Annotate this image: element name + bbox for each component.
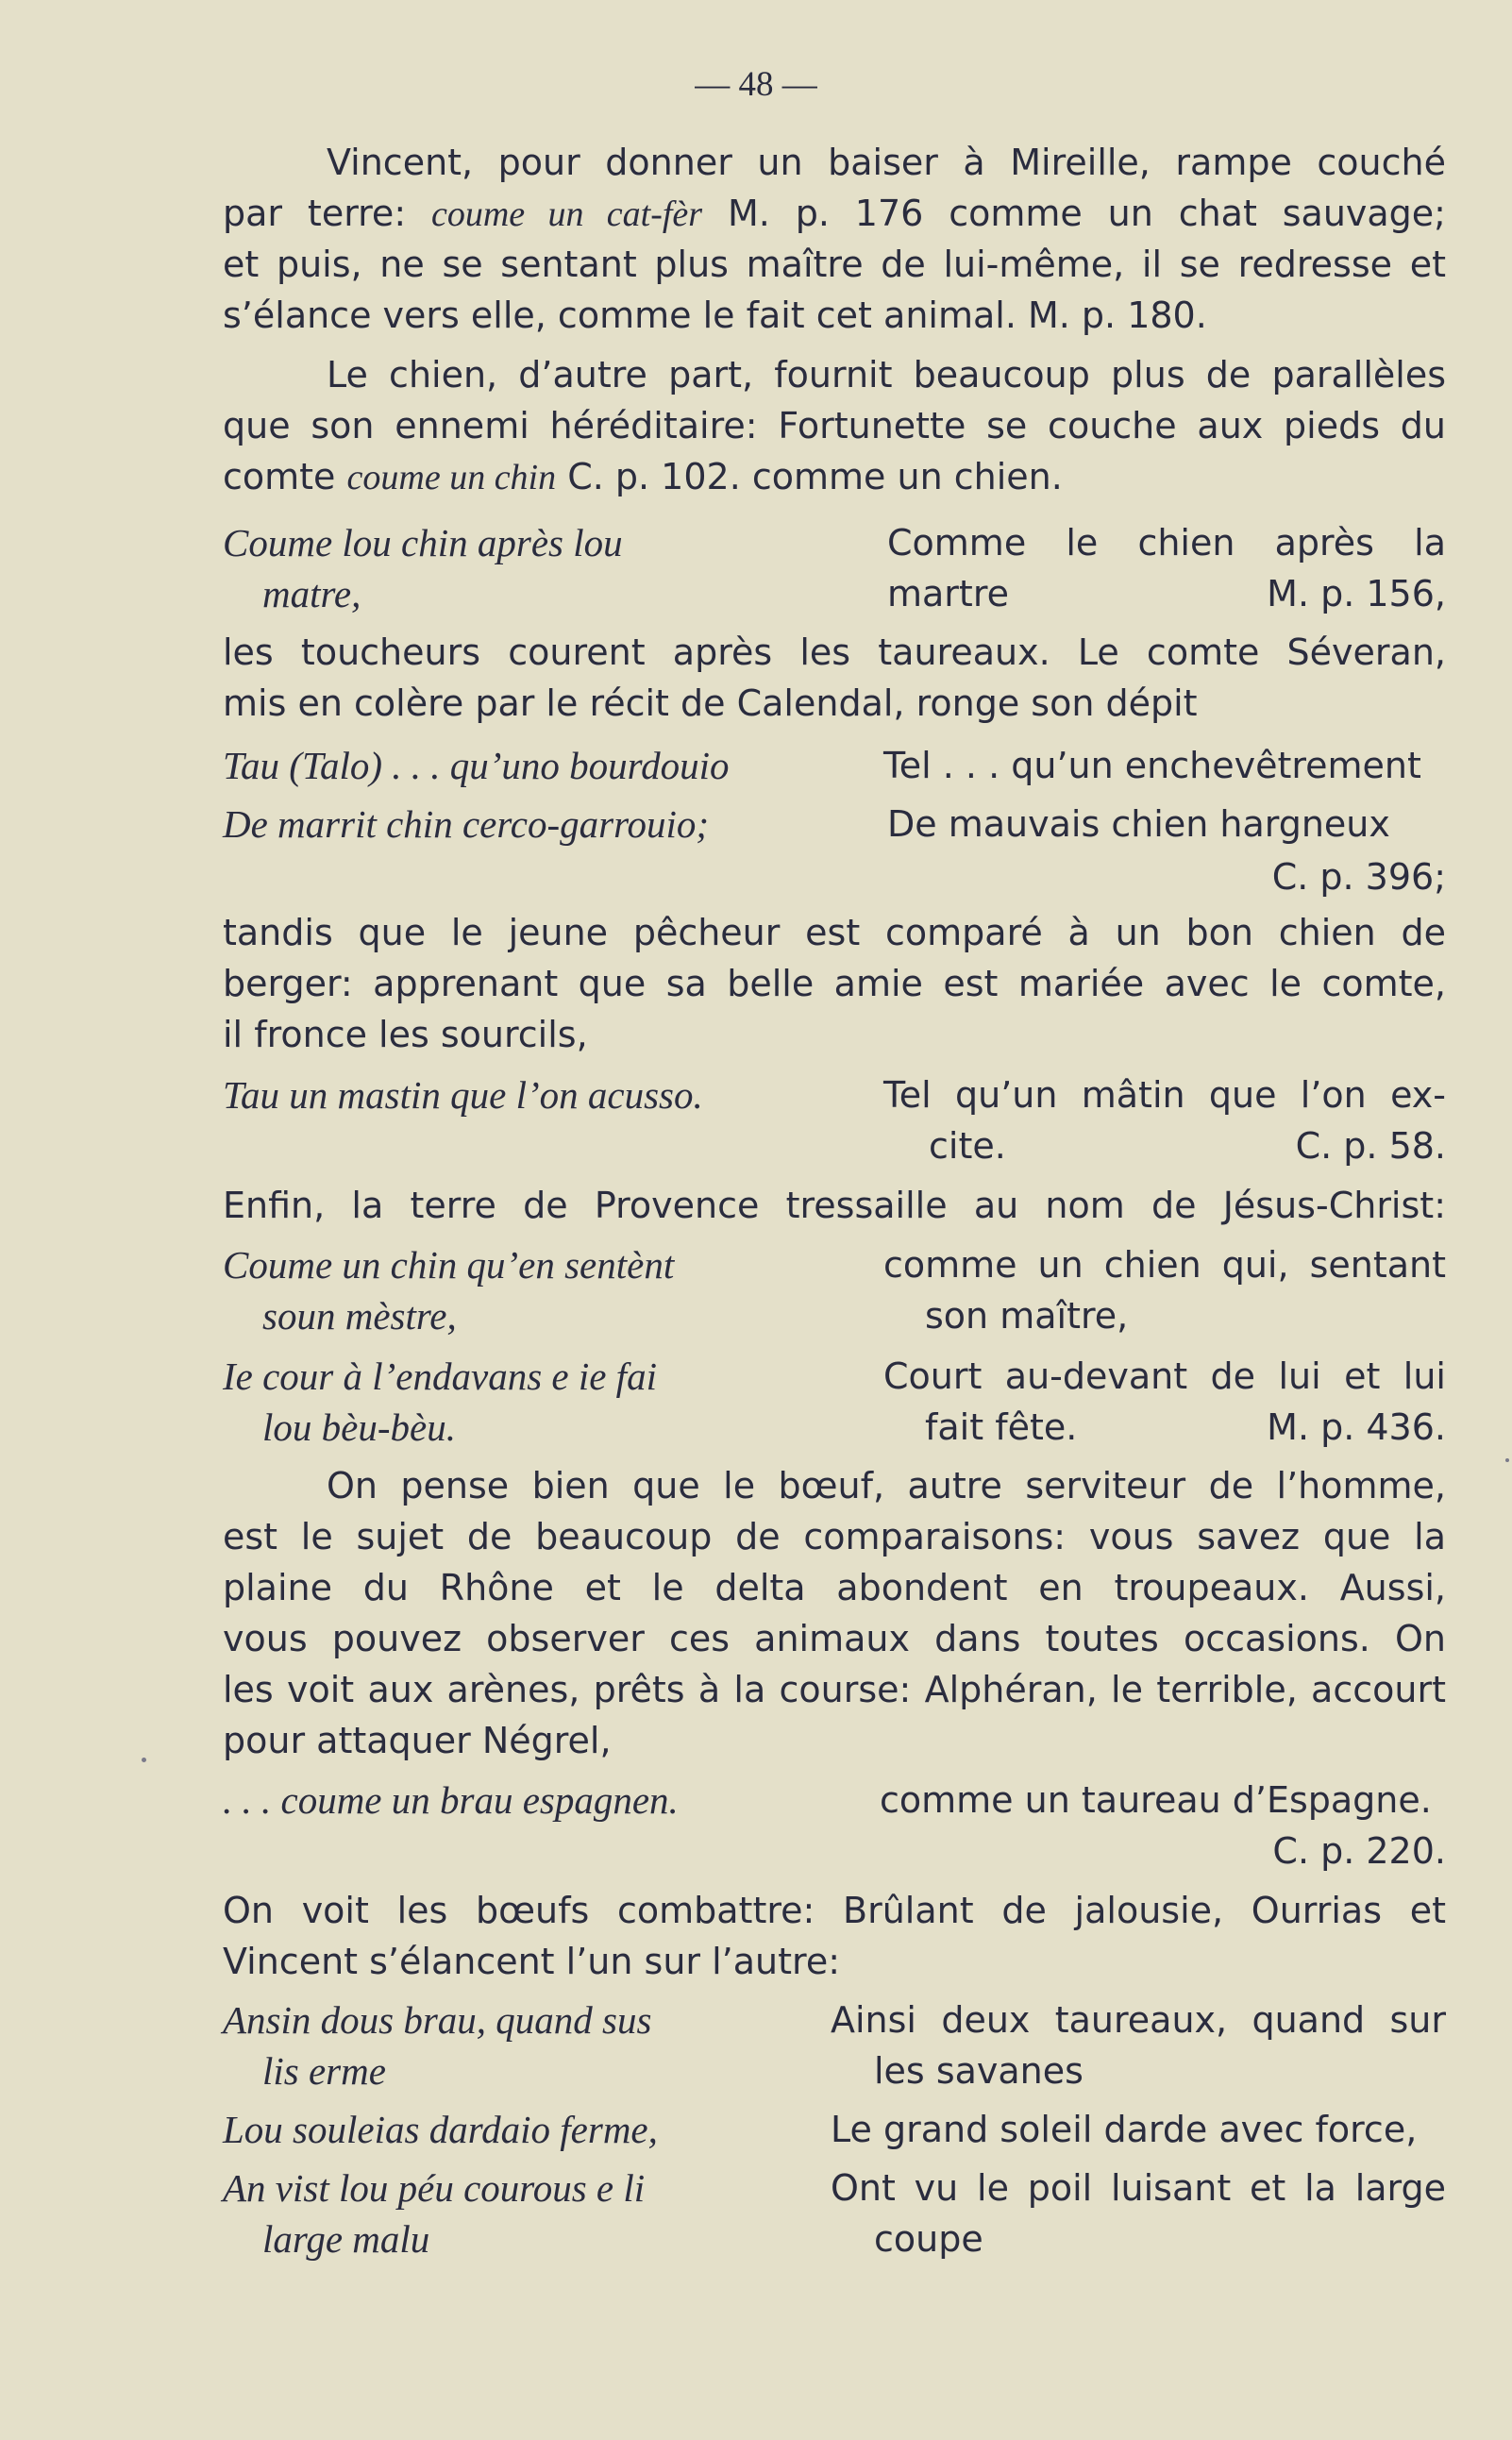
verse-provencal: lis erme (262, 2049, 386, 2093)
paper-speck (142, 1758, 146, 1762)
verse-french: Court au-devant de lui et lui (883, 1355, 1446, 1397)
paragraph-provence (223, 1180, 1446, 1231)
provencal-quote: coume un chin (346, 458, 557, 497)
verse-provencal: . . . coume un brau espagnen. (223, 1778, 679, 1822)
text-line: il fronce les sourcils, (223, 1014, 588, 1055)
text-line: comte coume un chin C. p. 102. comme un chien. (223, 456, 1063, 497)
verse-french: Comme le chien après la (887, 522, 1446, 564)
text-line: tandis que le jeune pêcheur est comparé à un bon chien de (223, 912, 1446, 953)
paragraph-toucheurs (223, 627, 1446, 729)
verse-french: Tel . . . qu’un enchevêtrement (883, 745, 1421, 786)
paragraph-boeuf (223, 1460, 1446, 1766)
text-line: Le chien, d’autre part, fournit beaucoup plus de parallèles (327, 354, 1446, 395)
verse-provencal: Ie cour à l’endavans e ie fai (223, 1355, 657, 1398)
text-line: berger: apprenant que sa belle amie est mariée avec le comte, (223, 963, 1446, 1004)
text-line: et puis, ne se sentant plus maître de lui-même, il se redresse et (223, 244, 1446, 285)
verse-french: son maître, (925, 1295, 1129, 1337)
text-line: plaine du Rhône et le delta abondent en troupeaux. Aussi, (223, 1567, 1446, 1608)
verse-french: cite. (929, 1125, 1006, 1167)
verse-french: comme un chien qui, sentant (883, 1244, 1446, 1286)
text-line: Vincent, pour donner un baiser à Mireille, rampe couché (327, 142, 1446, 183)
text-line: Enfin, la terre de Provence tressaille au nom de Jésus-Christ: (223, 1185, 1446, 1226)
verse-french: les savanes (874, 2050, 1084, 2092)
text-line: mis en colère par le récit de Calendal, ronge son dépit (223, 682, 1198, 724)
verse-french: De mauvais chien hargneux (887, 803, 1390, 845)
verse-french: fait fête. (925, 1406, 1078, 1448)
text-line: On voit les bœufs combattre: Brûlant de jalousie, Ourrias et (223, 1890, 1446, 1931)
verse-french: Tel qu’un mâtin que l’on ex- (883, 1074, 1446, 1116)
verse-french: Ainsi deux taureaux, quand sur (831, 1999, 1446, 2041)
verse-provencal: Lou souleias dardaio ferme, (223, 2108, 658, 2151)
text-line: par terre: coume un cat-fèr M. p. 176 comme un chat sauvage; (223, 193, 1446, 234)
text-line: pour attaquer Négrel, (223, 1720, 612, 1761)
paragraph-pecheur (223, 907, 1446, 1060)
verse-french: martre (887, 573, 1009, 614)
text-line: s’élance vers elle, comme le fait cet animal. M. p. 180. (223, 294, 1207, 336)
text-line: que son ennemi héréditaire: Fortunette se couche aux pieds du (223, 405, 1446, 446)
verse-french: Ont vu le poil luisant et la large (831, 2167, 1446, 2209)
verse-provencal: lou bèu-bèu. (262, 1405, 456, 1449)
verse-provencal: soun mèstre, (262, 1294, 457, 1338)
verse-provencal: matre, (262, 572, 361, 615)
verse-provencal: large malu (262, 2217, 430, 2261)
paragraph-mireille (223, 137, 1446, 341)
text-line: On pense bien que le bœuf, autre serviteur de l’homme, (327, 1465, 1446, 1506)
verse-provencal: Coume un chin qu’en sentènt (223, 1243, 675, 1287)
text-line: les voit aux arènes, prêts à la course: Alphéran, le terrible, accourt (223, 1669, 1446, 1710)
verse-provencal: Coume lou chin après lou (223, 521, 623, 564)
page-reference: C. p. 58. (1295, 1125, 1446, 1167)
verse-provencal: Ansin dous brau, quand sus (223, 1998, 652, 2042)
verse-provencal: Tau un mastin que l’on acusso. (223, 1073, 703, 1117)
paragraph-combat (223, 1885, 1446, 1987)
verse-french: coupe (874, 2218, 983, 2260)
page-reference: M. p. 156, (1267, 573, 1446, 614)
text-line: est le sujet de beaucoup de comparaisons: vous savez que la (223, 1516, 1446, 1557)
paragraph-chien (223, 349, 1446, 502)
verse-french: comme un taureau d’Espagne. (880, 1779, 1432, 1821)
page-number: — 48 — (695, 65, 817, 104)
page-reference: C. p. 396; (1271, 856, 1446, 898)
verse-provencal: Tau (Talo) . . . qu’uno bourdouio (223, 744, 730, 787)
page-reference: M. p. 436. (1267, 1406, 1446, 1448)
verse-provencal: De marrit chin cerco-garrouio; (223, 802, 710, 846)
text-line: vous pouvez observer ces animaux dans toutes occasions. On (223, 1618, 1446, 1659)
verse-provencal: An vist lou péu courous e li (223, 2166, 646, 2210)
text-line: Vincent s’élancent l’un sur l’autre: (223, 1941, 840, 1982)
text-line: les toucheurs courent après les taureaux. Le comte Séveran, (223, 631, 1446, 673)
page-reference: C. p. 220. (1272, 1830, 1446, 1872)
paper-speck (1505, 1458, 1509, 1462)
verse-french: Le grand soleil darde avec force, (831, 2109, 1418, 2150)
provencal-quote: coume un cat-fèr (431, 194, 703, 234)
